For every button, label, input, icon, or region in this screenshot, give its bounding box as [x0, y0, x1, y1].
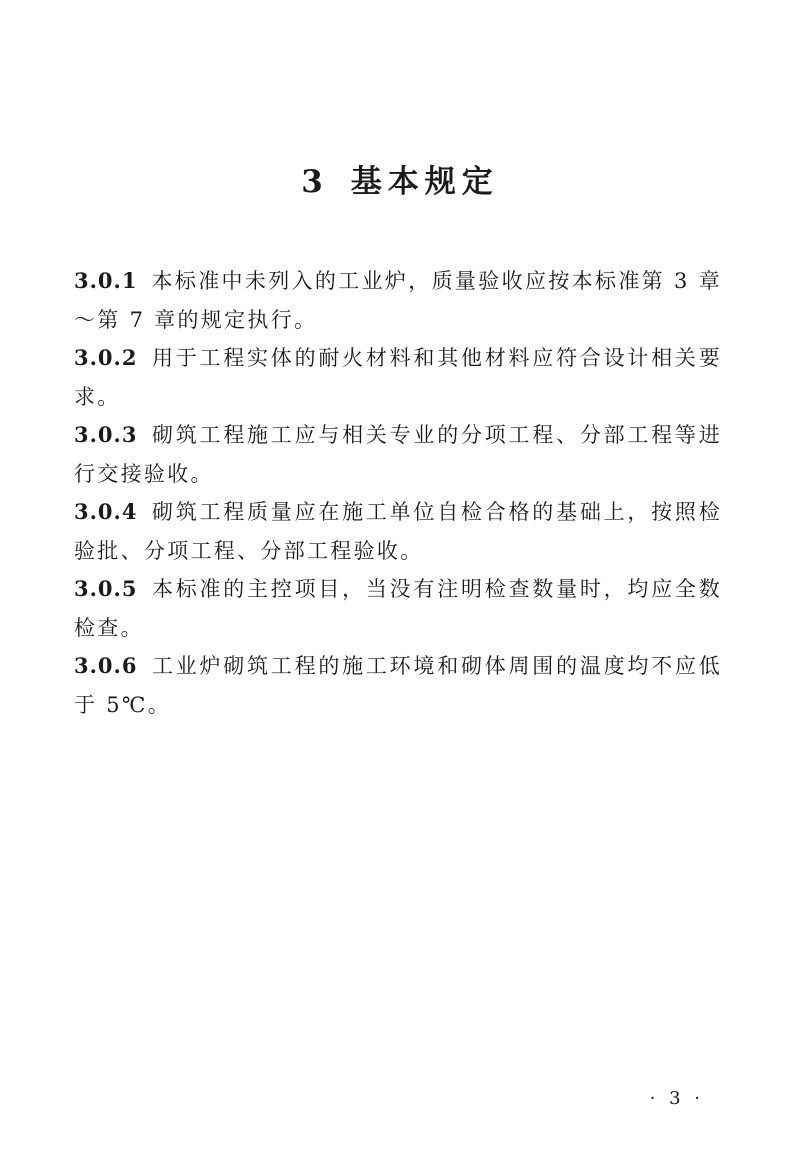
clause-number: 3.0.4 [74, 499, 138, 524]
chapter-title: 基本规定 [350, 164, 499, 200]
clause-number: 3.0.6 [74, 653, 138, 678]
clause-text: 砌筑工程质量应在施工单位自检合格的基础上，按照检验批、分项工程、分部工程验收。 [74, 500, 722, 563]
clause-text: 砌筑工程施工应与相关专业的分项工程、分部工程等进行交接验收。 [74, 423, 722, 486]
clause-text: 工业炉砌筑工程的施工环境和砌体周围的温度均不应低于 5℃。 [74, 654, 722, 717]
clause-list [74, 262, 722, 724]
clause-3-0-4 [74, 493, 722, 570]
clause-3-0-5 [74, 570, 722, 647]
clause-3-0-6 [74, 647, 722, 724]
clause-number: 3.0.1 [74, 268, 138, 293]
clause-text: 本标准中未列入的工业炉，质量验收应按本标准第 3 章～第 7 章的规定执行。 [74, 269, 722, 332]
clause-3-0-1 [74, 262, 722, 339]
chapter-number: 3 [301, 164, 329, 200]
clause-text: 用于工程实体的耐火材料和其他材料应符合设计相关要求。 [74, 346, 722, 409]
clause-number: 3.0.3 [74, 422, 138, 447]
clause-text: 本标准的主控项目，当没有注明检查数量时，均应全数检查。 [74, 577, 722, 640]
clause-3-0-3 [74, 416, 722, 493]
clause-number: 3.0.5 [74, 576, 138, 601]
clause-number: 3.0.2 [74, 345, 138, 370]
chapter-heading [0, 156, 800, 201]
clause-3-0-2 [74, 339, 722, 416]
page-number: · 3 · [649, 1088, 704, 1109]
